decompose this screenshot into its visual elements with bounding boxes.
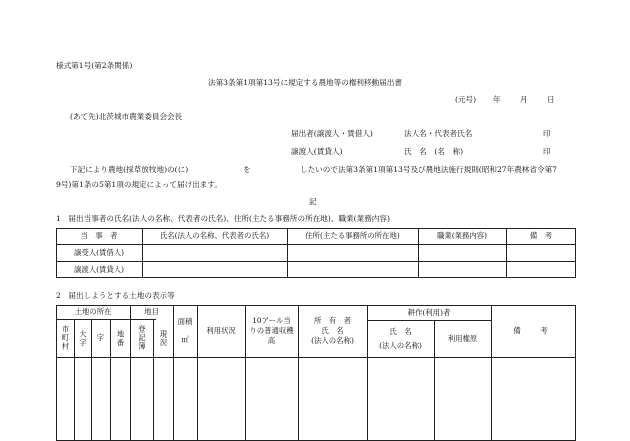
body-text: 9号)第1条の5第1項の規定によって届け出ます。 [56, 180, 222, 189]
date-month: 月 [520, 95, 528, 104]
section1-heading: 1 届出当事者の氏名(法人の名称、代表者の氏名)、住所(主たる事務所の所在地)、職業(業務内容) [56, 214, 390, 223]
date-era: (元号) [455, 95, 477, 104]
cultivator-group-header: 耕作(利用)者 [407, 307, 451, 317]
column-header [110, 319, 130, 357]
column-header: 職業(業務内容) [436, 231, 488, 240]
owner-corp: (法人の名称) [311, 335, 354, 345]
owner-header [298, 305, 367, 357]
oaza-label: 大字 [78, 329, 88, 347]
notifier-role: 届出者(譲渡人・賃借人) [291, 129, 373, 138]
column-header: 当 事 者 [80, 231, 118, 240]
column-header: 字 [96, 333, 105, 342]
column-header [153, 319, 173, 357]
cultivator-corp: (法人の名称) [379, 340, 422, 350]
seal-mark: 印 [543, 129, 551, 138]
seal-mark: 印 [543, 147, 551, 156]
cultivator-name: 氏 名 [389, 326, 412, 336]
yield-header: 10アール当りの普通収穫高 [249, 316, 294, 345]
column-header [56, 319, 74, 357]
area-unit: ㎡ [181, 335, 189, 344]
ki-heading: 記 [309, 197, 317, 206]
area-header [173, 305, 197, 357]
column-header [74, 319, 91, 357]
registry-label: 登記簿 [137, 325, 147, 351]
column-header: 住所(主たる事務所の所在地) [305, 231, 400, 240]
column-header: 備 考 [529, 231, 553, 240]
document-title: 法第3条第1項第13号に規定する農地等の権利移動届出書 [208, 78, 402, 87]
cultivator-name-header [367, 320, 434, 357]
column-header: 氏名(法人の名称、代表者の氏名) [159, 231, 270, 240]
body-text: 下記により農地(採草放牧地)の(に) [70, 165, 189, 174]
addressee: (あて先)北茨城市農業委員会会長 [70, 112, 183, 121]
column-header [130, 319, 153, 357]
owner-title: 所 有 者 [314, 316, 351, 326]
remarks-header: 備 考 [513, 326, 554, 335]
current-state-label: 現況 [158, 329, 168, 347]
notifier-role: 譲渡人(賃貸人) [291, 147, 343, 156]
right-header: 利用権原 [447, 333, 478, 343]
municipality-label: 市町村 [60, 325, 70, 351]
chimoku-group-header: 地目 [144, 307, 159, 316]
date-year: 年 [493, 95, 501, 104]
table-row: 譲渡人(賃貸人) [73, 265, 125, 274]
lot-number-label: 地番 [115, 329, 125, 347]
date-day: 日 [547, 95, 555, 104]
owner-name: 氏 名 [321, 326, 344, 335]
notifier-field: 法人名・代表者氏名 [404, 129, 473, 138]
notifier-field: 氏 名 (名 称) [404, 147, 464, 156]
form-number: 様式第1号(第2条関係) [56, 61, 133, 70]
body-text: したいので法第3条第1項第13号及び農地法施行規則(昭和27年農林省令第7 [300, 165, 557, 174]
usage-header: 利用状況 [206, 326, 236, 335]
body-text: を [243, 165, 251, 174]
section2-heading: 2 届出しようとする土地の表示等 [56, 291, 175, 300]
area-label: 面積 [177, 317, 193, 327]
table-row: 譲受人(賃借人) [73, 248, 125, 257]
location-group-header: 土地の所在 [74, 307, 112, 316]
